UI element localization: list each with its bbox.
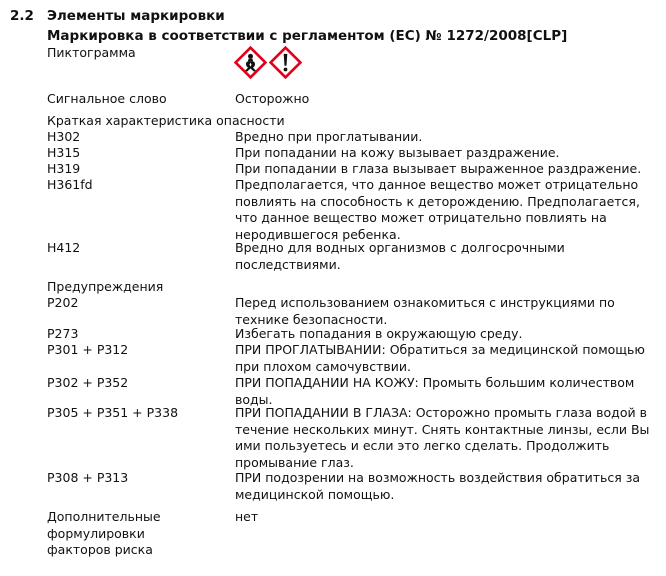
hazard-text: Предполагается, что данное вещество может отрицательно повлиять на способность к деторождению. Предполагается, что данное вещество может отрицательно повлиять на неродившегося ребенка. [235,177,640,242]
precaution-text: Избегать попадания в окружающую среду. [235,326,523,341]
hazard-text: При попадании в глаза вызывает выраженное раздражение. [235,161,642,176]
health-hazard-icon [234,46,267,79]
precaution-text: ПРИ ПОПАДАНИИ В ГЛАЗА: Осторожно промыть глаза водой в течение нескольких минут. Снять контактные линзы, если Вы ими пользуетесь и если это легко сделать. Продолжить промывание глаз. [235,405,650,470]
hazard-code: H315 [47,145,81,160]
signal-word-value: Осторожно [235,91,310,106]
signal-word-label: Сигнальное слово [47,91,167,106]
exclamation-mark-icon [269,46,302,79]
precaution-text: ПРИ ПОПАДАНИИ НА КОЖУ: Промыть большим количеством воды. [235,375,635,407]
pictogram-label: Пиктограмма [47,45,136,60]
section-heading [10,6,225,26]
hazard-code: H319 [47,161,81,176]
hazard-code: H361fd [47,177,93,192]
hazard-heading: Краткая характеристика опасности [47,113,285,128]
section-number: 2.2 [10,8,34,24]
hazard-code: H412 [47,240,81,255]
hazard-text: При попадании на кожу вызывает раздражение. [235,145,560,160]
precaution-code: P273 [47,326,79,341]
hazard-code: H302 [47,129,81,144]
additional-risk-value: нет [235,509,259,524]
precaution-code: P308 + P313 [47,470,129,485]
ghs-pictograms [234,46,302,79]
precaution-code: P302 + P352 [47,375,129,390]
precaution-code: P202 [47,295,79,310]
hazard-text: Вредно при проглатывании. [235,129,423,144]
hazard-text: Вредно для водных организмов с долгосрочными последствиями. [235,240,565,272]
precaution-heading: Предупреждения [47,279,164,294]
precaution-text: ПРИ подозрении на возможность воздействия обратиться за медицинской помощью. [235,470,641,502]
precaution-text: ПРИ ПРОГЛАТЫВАНИИ: Обратиться за медицинской помощью при плохом самочувствии. [235,342,645,374]
precaution-code: P305 + P351 + P338 [47,405,179,420]
precaution-text: Перед использованием ознакомиться с инструкциями по технике безопасности. [235,295,615,327]
section-title: Элементы маркировки [47,8,225,24]
precaution-code: P301 + P312 [47,342,129,357]
additional-risk-label: Дополнительные формулировки факторов риска [47,509,161,557]
regulation-subtitle: Маркировка в соответствии с регламентом (ЕС) № 1272/2008[CLP] [47,28,568,44]
